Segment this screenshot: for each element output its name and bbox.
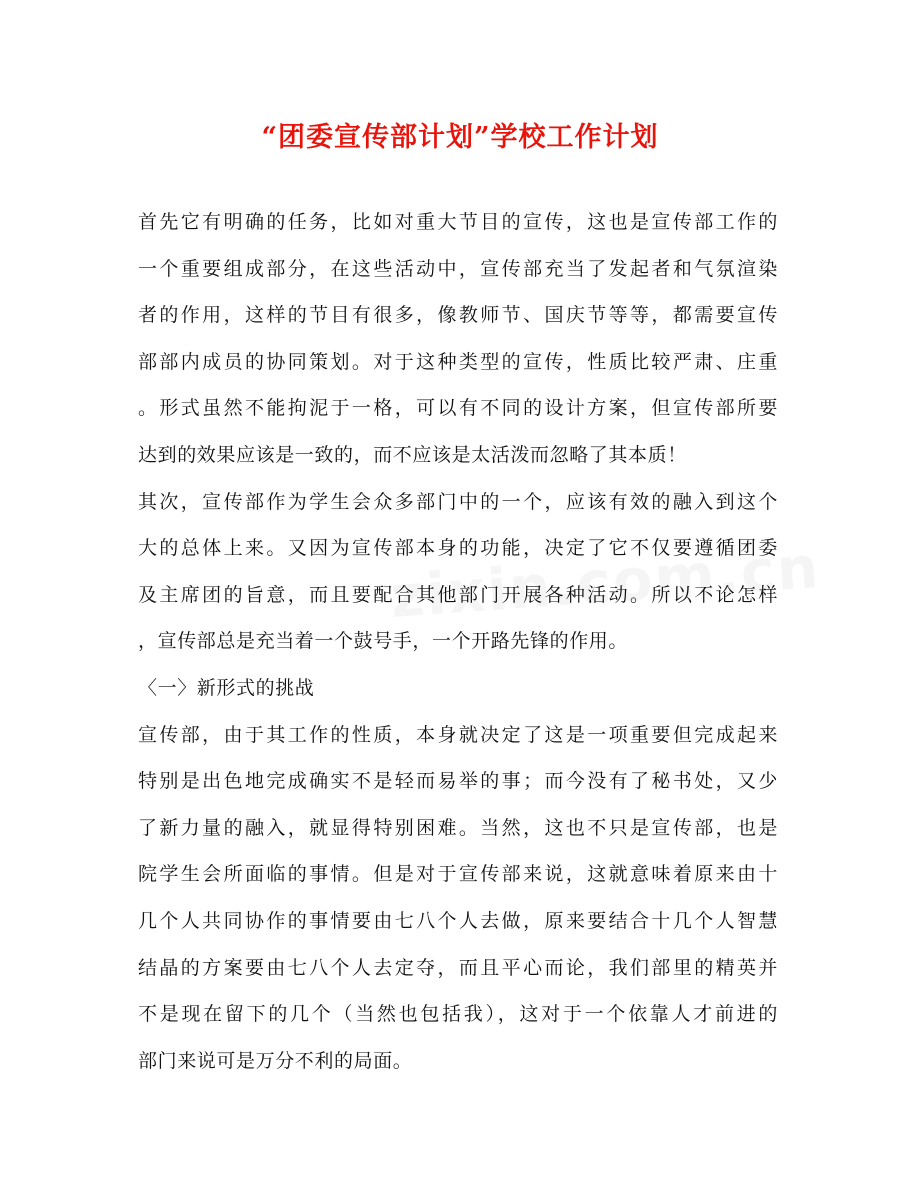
text-line: 及主席团的旨意，而且要配合其他部门开展各种活动。所以不论怎样	[138, 583, 778, 606]
text-line: 几个人共同协作的事情要由七八个人去做，原来要结合十几个人智慧	[138, 909, 778, 932]
text-line: 首先它有明确的任务，比如对重大节目的宣传，这也是宣传部工作的	[138, 211, 778, 233]
text-line: 不是现在留下的几个（当然也包括我），这对于一个依靠人才前进的	[138, 1003, 778, 1026]
text-line: 大的总体上来。又因为宣传部本身的功能，决定了它不仅要遵循团委	[138, 537, 778, 560]
text-line: 特别是出色地完成确实不是轻而易举的事；而今没有了秘书处，又少	[138, 770, 778, 793]
text-line: 了新力量的融入，就显得特别困难。当然，这也不只是宣传部，也是	[138, 816, 778, 839]
text-line: 一个重要组成部分，在这些活动中，宣传部充当了发起者和气氛渲染	[138, 257, 778, 280]
text-line: 院学生会所面临的事情。但是对于宣传部来说，这就意味着原来由十	[138, 863, 778, 886]
text-line: ，宣传部总是充当着一个鼓号手，一个开路先锋的作用。	[138, 630, 629, 653]
text-line: 。形式虽然不能拘泥于一格，可以有不同的设计方案，但宣传部所要	[138, 397, 778, 420]
text-line: 部门来说可是万分不利的局面。	[138, 1049, 413, 1072]
text-line: 者的作用，这样的节目有很多，像教师节、国庆节等等，都需要宣传	[138, 304, 778, 327]
text-line: 部部内成员的协同策划。对于这种类型的宣传，性质比较严肃、庄重	[138, 350, 778, 373]
document-title: “团委宣传部计划”学校工作计划	[261, 122, 659, 153]
text-line: 其次，宣传部作为学生会众多部门中的一个，应该有效的融入到这个	[138, 490, 778, 513]
section-heading: 〈一〉新形式的挑战	[138, 676, 315, 699]
text-line: 宣传部，由于其工作的性质，本身就决定了这是一项重要但完成起来	[138, 723, 778, 746]
text-line: 达到的效果应该是一致的，而不应该是太活泼而忽略了其本质！	[138, 443, 687, 466]
text-line: 结晶的方案要由七八个人去定夺，而且平心而论，我们部里的精英并	[138, 956, 778, 979]
document-body	[138, 199, 778, 1084]
